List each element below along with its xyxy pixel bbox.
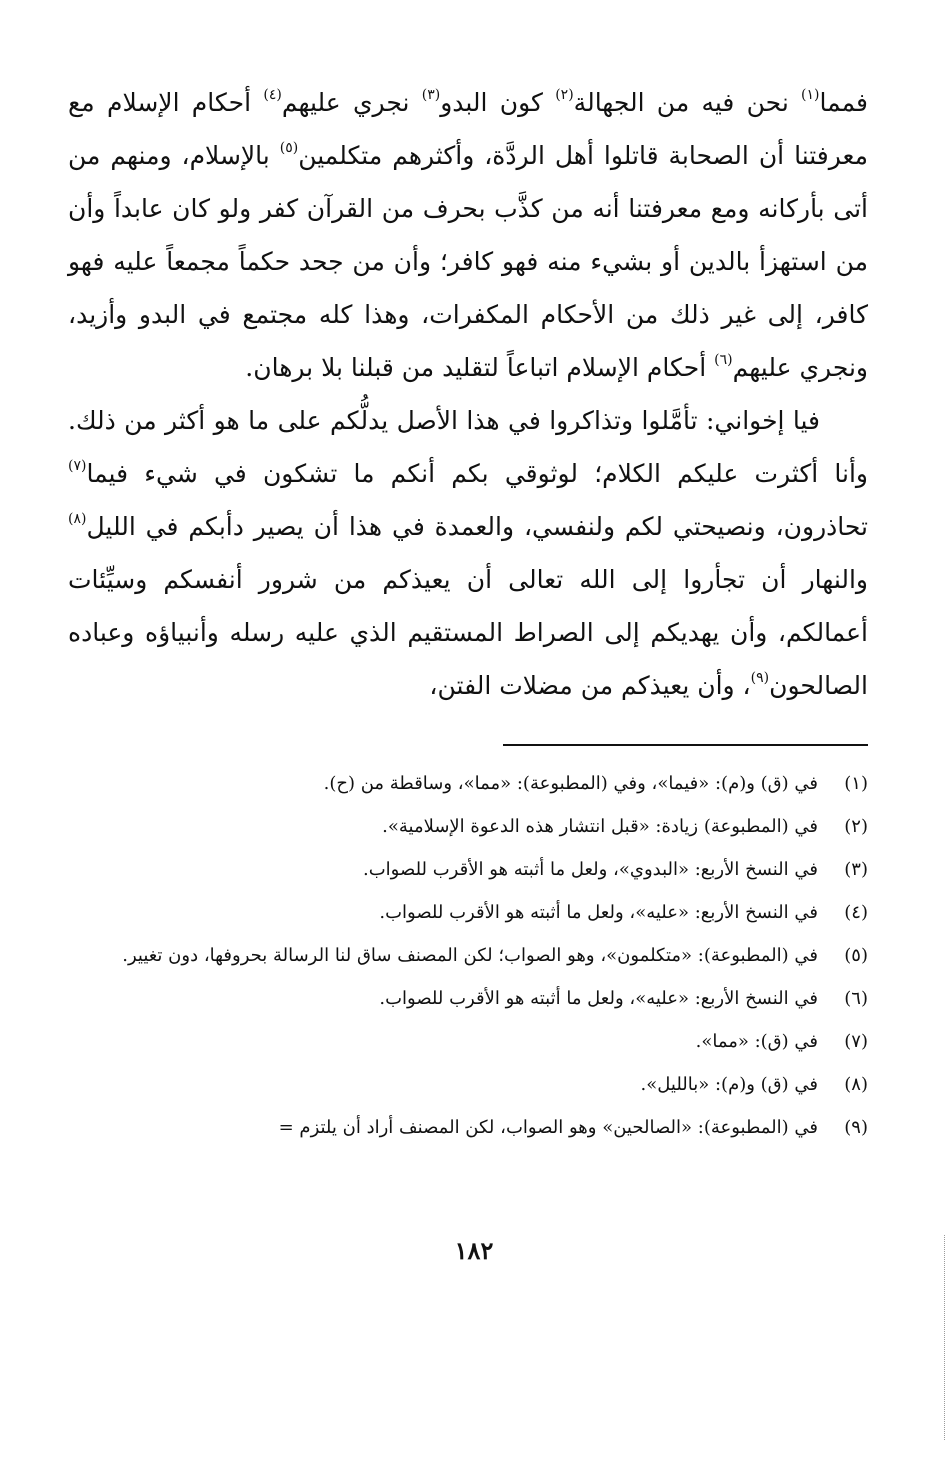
- footnote-text: في النسخ الأربع: «عليه»، ولعل ما أثبته هو الأقرب للصواب.: [379, 902, 818, 923]
- footnote: [68, 934, 868, 977]
- footnote: [68, 1020, 868, 1063]
- footnote-ref: (٢): [555, 87, 574, 103]
- text-run: فمما: [819, 88, 868, 117]
- footnote-number: (٧): [844, 1031, 868, 1052]
- footnote-text: في النسخ الأربع: «البدوي»، ولعل ما أثبته هو الأقرب للصواب.: [363, 859, 818, 880]
- footnote-text: في (المطبوعة) زيادة: «قبل انتشار هذه الدعوة الإسلامية».: [382, 816, 818, 837]
- footnote-number: (١): [844, 773, 868, 794]
- page-number: ١٨٢: [454, 1236, 494, 1265]
- text-run: فيا إخواني: تأمَّلوا وتذاكروا في هذا الأصل يدلُّكم على ما هو أكثر من ذلك. وأنا أكثرت عليكم الكلام؛ لوثوقي بكم أنكم ما تشكون في شيء فيما: [68, 406, 868, 488]
- text-run: نحن فيه من الجهالة: [573, 88, 802, 117]
- footnote-ref: (٣): [421, 87, 441, 103]
- text-run: كون البدو: [440, 88, 556, 117]
- footnote-ref: (٦): [714, 352, 733, 368]
- footnote-number: (٦): [844, 988, 868, 1009]
- footnote-number: (٩): [844, 1117, 868, 1138]
- footnote-ref: (٧): [68, 458, 87, 474]
- text-run: تحاذرون، ونصيحتي لكم ولنفسي، والعمدة في هذا أن يصير دأبكم في الليل: [86, 512, 868, 541]
- text-run: نجري عليهم: [281, 88, 422, 117]
- footnote: [68, 762, 868, 805]
- footnote-number: (٨): [844, 1074, 868, 1095]
- footnote-text: في (المطبوعة): «الصالحين» وهو الصواب، لكن المصنف أراد أن يلتزم =: [278, 1117, 818, 1138]
- footnote-text: في (ق) و(م): «بالليل».: [640, 1074, 818, 1095]
- footnote-text: في (المطبوعة): «متكلمون»، وهو الصواب؛ لكن المصنف ساق لنا الرسالة بحروفها، دون تغيير.: [122, 945, 818, 966]
- text-run: ، وأن يعيذكم من مضلات الفتن،: [429, 671, 751, 700]
- footnote: [68, 848, 868, 891]
- text-run: أحكام الإسلام مع معرفتنا أن الصحابة قاتلوا أهل الردَّة، وأكثرهم متكلمين: [68, 88, 868, 170]
- footnote-separator: [503, 744, 868, 746]
- paragraph: [68, 76, 868, 394]
- footnotes-list: [68, 762, 868, 1149]
- paragraph: [68, 394, 868, 712]
- footnote-ref: (٩): [750, 670, 770, 686]
- text-run: والنهار أن تجأروا إلى الله تعالى أن يعيذكم من شرور أنفسكم وسيِّئات أعمالكم، وأن يهديكم إلى الصراط المستقيم الذي عليه رسله وأنبياؤه وعباده الصالحون: [68, 565, 868, 700]
- footnote-number: (٣): [844, 859, 868, 880]
- footnote-text: في النسخ الأربع: «عليه»، ولعل ما أثبته هو الأقرب للصواب.: [379, 988, 818, 1009]
- footnote-number: (٢): [844, 816, 868, 837]
- footnote-text: في (ق): «مما».: [695, 1031, 818, 1052]
- footnote-ref: (١): [801, 87, 820, 103]
- footnote: [68, 1063, 868, 1106]
- footnote-number: (٤): [844, 902, 868, 923]
- footnote: [68, 977, 868, 1020]
- footnote: [68, 805, 868, 848]
- footnote-text: في (ق) و(م): «فيما»، وفي (المطبوعة): «مما»، وساقطة من (ح).: [323, 773, 818, 794]
- footnote-ref: (٨): [68, 511, 87, 527]
- text-run: بالإسلام، ومنهم من أتى بأركانه ومع معرفتنا أنه من كذَّب بحرف من القرآن كفر ولو كان عابداً وأن من استهزأ بالدين أو بشيء منه فهو كافر؛ وأن من جحد حكماً مجمعاً عليه فهو كافر، إلى غير ذلك من الأحكام المكفرات، وهذا كله مجتمع في البدو وأزيد، ونجري عليهم: [68, 141, 868, 382]
- scan-edge-marks: [944, 1235, 946, 1440]
- footnote-number: (٥): [844, 945, 868, 966]
- footnote-ref: (٥): [279, 140, 299, 156]
- footnote: [68, 891, 868, 934]
- footnote-ref: (٤): [263, 87, 282, 103]
- text-run: أحكام الإسلام اتباعاً لتقليد من قبلنا بلا برهان.: [245, 353, 715, 382]
- main-text: [68, 76, 868, 712]
- footnote: [68, 1106, 868, 1149]
